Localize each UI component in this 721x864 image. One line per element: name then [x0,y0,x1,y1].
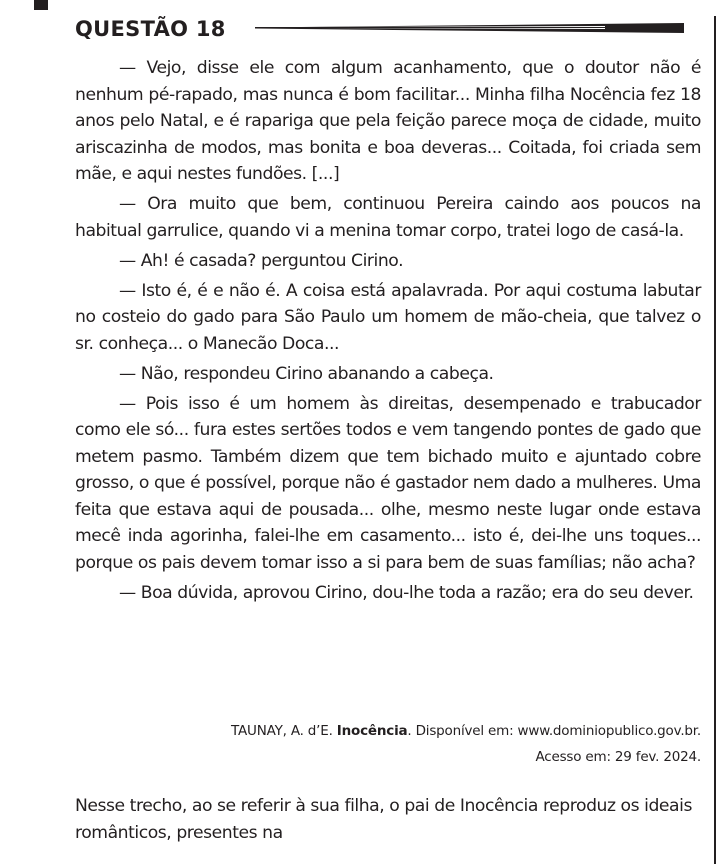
citation-author: TAUNAY, A. d’E. [231,723,333,739]
passage-paragraph: — Boa dúvida, aprovou Cirino, dou-lhe toda a razão; era do seu dever. [119,583,694,604]
page-border-right [714,16,716,864]
passage-paragraph: — Pois isso é um homem às direitas, desempenado e trabucador como ele só... fura estes sertões todos e vem tangendo pontes de gado que metem pasmo. Também dizem que tem bichado muito e ajuntado cobre grosso, o que é possível, porque não é gastador nem dado a mulheres. Uma feita que estava aqui de pousada... olhe, mesmo neste lugar onde estava mecê inda agorinha, falei-lhe em casamento... isto é, dei-lhe uns toques... porque os pais devem tomar isso a si para bem de suas famílias; não acha? [75,393,701,573]
citation-access: Acesso em: 29 fev. 2024. [535,749,701,765]
passage [75,55,701,610]
passage-paragraph: — Ah! é casada? perguntou Cirino. [119,250,404,271]
source-citation [75,718,701,770]
citation-line-1 [75,718,701,744]
corner-mark [34,0,48,10]
question-prompt: Nesse trecho, ao se referir à sua filha, o pai de Inocência reproduz os ideais românticos, presentes na [75,796,692,843]
passage-paragraph: — Ora muito que bem, continuou Pereira caindo aos poucos na habitual garrulice, quando vi a menina tomar corpo, tratei logo de casá-la. [75,194,701,241]
question-header [75,14,707,44]
passage-paragraph: — Não, respondeu Cirino abanando a cabeça. [119,363,494,384]
passage-paragraph: — Vejo, disse ele com algum acanhamento, que o doutor não é nenhum pé-rapado, mas nunca é bom facilitar... Minha filha Nocência fez 18 anos pelo Natal, e é rapariga que pela feição parece moça de cidade, muito ariscazinha de modos, mas bonita e boa deveras... Coitada, foi criada sem mãe, e aqui nestes fundões. [...] [75,58,701,184]
header-rule-line [255,27,684,28]
citation-work: Inocência [336,723,408,739]
passage-paragraph: — Isto é, é e não é. A coisa está apalavrada. Por aqui costuma labutar no costeio do gado para São Paulo um homem de mão-cheia, que talvez o sr. conheça... o Manecão Doca... [75,280,701,354]
citation-availability: . Disponível em: www.dominiopublico.gov.br. [407,723,701,739]
question-title: QUESTÃO 18 [75,17,226,41]
